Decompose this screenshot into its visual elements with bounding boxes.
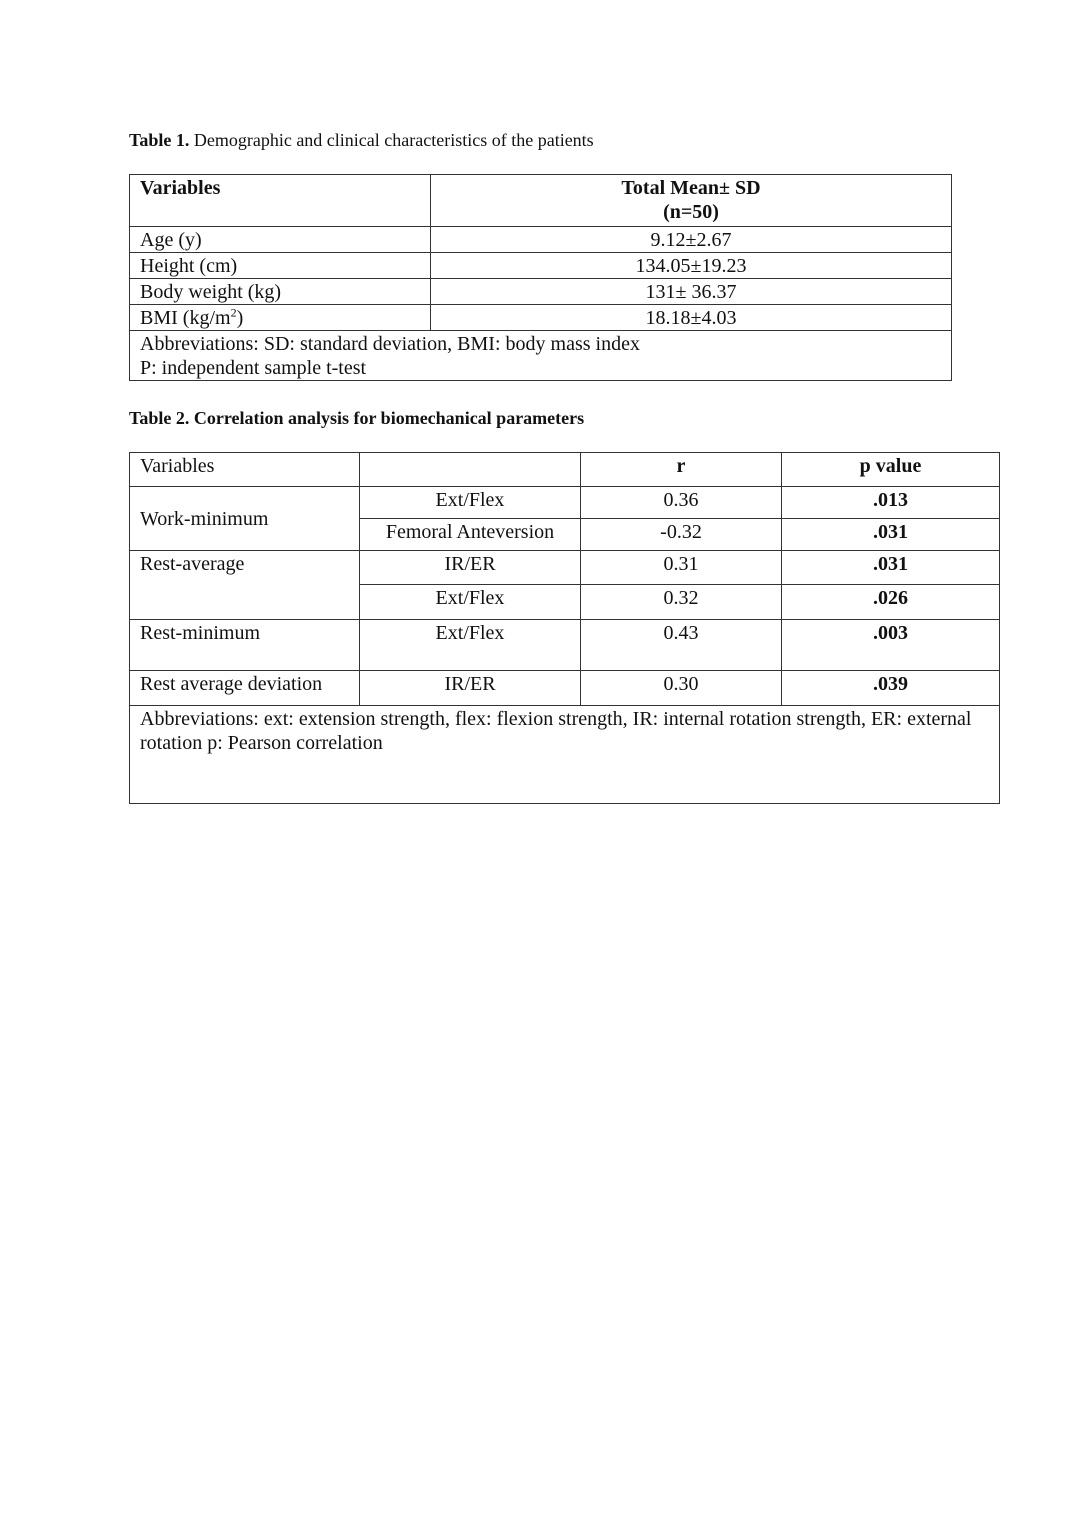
row-value-height: 134.05±19.23 <box>431 253 952 279</box>
param-cell: Ext/Flex <box>360 620 581 671</box>
group-label-rest-average: Rest-average <box>130 551 360 620</box>
table1-header-mean-sd-line1: Total Mean± SD <box>621 177 761 199</box>
bmi-label-main: BMI (kg/m <box>140 307 231 329</box>
p-cell: .031 <box>782 551 1000 585</box>
row-label-age: Age (y) <box>130 227 431 253</box>
p-cell: .003 <box>782 620 1000 671</box>
table1-header-variables: Variables <box>130 175 431 227</box>
table2-header-parameter <box>360 453 581 487</box>
table2-header-r: r <box>581 453 782 487</box>
table1-footnote-row <box>130 331 952 381</box>
r-cell: -0.32 <box>581 519 782 551</box>
table-row <box>130 551 1000 585</box>
group-label-rest-average-deviation: Rest average deviation <box>130 671 360 706</box>
row-label-bmi <box>130 305 431 331</box>
r-cell: 0.43 <box>581 620 782 671</box>
param-cell: Ext/Flex <box>360 585 581 620</box>
table1-header-n: (n=50) <box>663 201 719 223</box>
bmi-label-end: ) <box>236 307 244 329</box>
group-label-work-minimum: Work-minimum <box>130 487 360 551</box>
table-row <box>130 253 952 279</box>
r-cell: 0.32 <box>581 585 782 620</box>
row-value-bmi: 18.18±4.03 <box>431 305 952 331</box>
r-cell: 0.36 <box>581 487 782 519</box>
table-row <box>130 620 1000 671</box>
table-row <box>130 671 1000 706</box>
r-cell: 0.31 <box>581 551 782 585</box>
table1-caption-text: Demographic and clinical characteristics of the patients <box>189 130 594 150</box>
p-cell: .031 <box>782 519 1000 551</box>
table1-header-row <box>130 175 952 227</box>
group-label-rest-minimum: Rest-minimum <box>130 620 360 671</box>
p-cell: .013 <box>782 487 1000 519</box>
table2-header-variables: Variables <box>130 453 360 487</box>
table1-footnote-line2: P: independent sample t-test <box>140 357 367 379</box>
table-row <box>130 487 1000 519</box>
table2-header-row <box>130 453 1000 487</box>
row-value-body-weight: 131± 36.37 <box>431 279 952 305</box>
table-row <box>130 227 952 253</box>
param-cell: Femoral Anteversion <box>360 519 581 551</box>
p-cell: .026 <box>782 585 1000 620</box>
table1-header-mean-sd <box>431 175 952 227</box>
row-label-body-weight: Body weight (kg) <box>130 279 431 305</box>
row-value-age: 9.12±2.67 <box>431 227 952 253</box>
table1 <box>129 174 952 381</box>
table2 <box>129 452 1000 804</box>
table2-footnote: Abbreviations: ext: extension strength, flex: flexion strength, IR: internal rotation strength, ER: external rotation p: Pearson correlation <box>130 706 1000 804</box>
table1-caption-label: Table 1. <box>129 130 190 150</box>
bmi-label-superscript: 2 <box>230 305 237 320</box>
param-cell: IR/ER <box>360 551 581 585</box>
table1-footnote-line1: Abbreviations: SD: standard deviation, BMI: body mass index <box>140 333 640 355</box>
table2-header-p-value: p value <box>782 453 1000 487</box>
param-cell: IR/ER <box>360 671 581 706</box>
table2-footnote-row <box>130 706 1000 804</box>
table-row <box>130 279 952 305</box>
p-cell: .039 <box>782 671 1000 706</box>
table1-caption <box>129 129 594 151</box>
param-cell: Ext/Flex <box>360 487 581 519</box>
row-label-height: Height (cm) <box>130 253 431 279</box>
table1-footnote <box>130 331 952 381</box>
r-cell: 0.30 <box>581 671 782 706</box>
table2-caption: Table 2. Correlation analysis for biomechanical parameters <box>129 408 585 428</box>
table-row <box>130 305 952 331</box>
